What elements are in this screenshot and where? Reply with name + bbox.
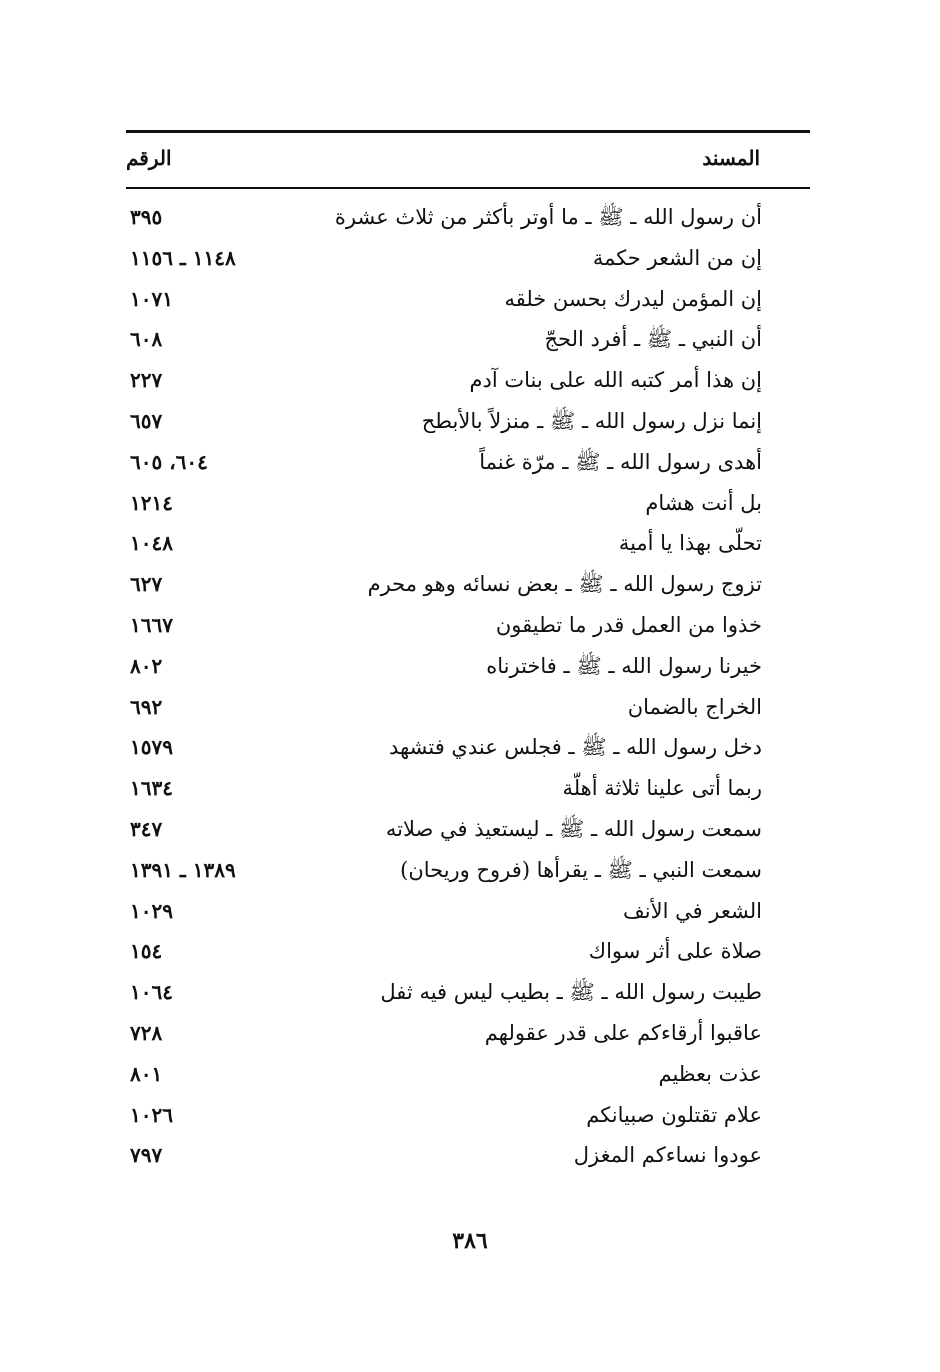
hadith-number: ٣٤٧ [130, 816, 163, 841]
index-row [126, 443, 810, 484]
index-row [126, 973, 810, 1014]
index-row [126, 932, 810, 973]
hadith-phrase: إنما نزل رسول الله ـ ﷺ ـ منزلاً بالأبطح [421, 408, 762, 433]
hadith-number: ١٠٤٨ [130, 531, 173, 556]
hadith-phrase: تحلّى بهذا يا أمية [618, 531, 762, 556]
hadith-phrase: إن المؤمن ليدرك بحسن خلقه [504, 286, 762, 311]
hadith-number: ٦٩٢ [130, 694, 163, 719]
hadith-phrase: خذوا من العمل قدر ما تطيقون [495, 612, 762, 637]
header-bottom-rule [126, 187, 810, 189]
hadith-phrase: عودوا نساءكم المغزل [573, 1143, 762, 1168]
index-row [126, 1096, 810, 1137]
index-row [126, 361, 810, 402]
hadith-number: ٢٢٧ [130, 368, 163, 393]
index-row [126, 280, 810, 321]
index-row [126, 320, 810, 361]
index-list [126, 198, 810, 1177]
hadith-number: ١٥٤ [130, 939, 163, 964]
hadith-phrase: سمعت النبي ـ ﷺ ـ يقرأها (فروح وريحان) [400, 857, 762, 882]
index-row [126, 239, 810, 280]
hadith-phrase: أن النبي ـ ﷺ ـ أفرد الحجّ [544, 327, 762, 352]
index-row [126, 484, 810, 525]
hadith-number: ٨٠٢ [130, 653, 163, 678]
index-row [126, 524, 810, 565]
index-row [126, 728, 810, 769]
hadith-phrase: الشعر في الأنف [623, 898, 762, 923]
hadith-phrase: خيرنا رسول الله ـ ﷺ ـ فاخترناه [486, 653, 762, 678]
hadith-number: ٧٩٧ [130, 1143, 163, 1168]
hadith-number: ١٠٦٤ [130, 980, 173, 1005]
index-row [126, 402, 810, 443]
hadith-phrase: علام تقتلون صبيانكم [586, 1102, 762, 1127]
index-row [126, 688, 810, 729]
index-row [126, 198, 810, 239]
column-header-number: الرقم [126, 146, 172, 170]
hadith-number: ٦٠٨ [130, 327, 163, 352]
hadith-phrase: طيبت رسول الله ـ ﷺ ـ بطيب ليس فيه ثفل [380, 980, 762, 1005]
hadith-number: ٦٢٧ [130, 572, 163, 597]
hadith-number: ١٠٧١ [130, 286, 173, 311]
hadith-phrase: أهدى رسول الله ـ ﷺ ـ مرّة غنماً [479, 449, 762, 474]
hadith-number: ١٥٧٩ [130, 735, 173, 760]
hadith-phrase: إن من الشعر حكمة [592, 245, 762, 270]
hadith-number: ١٦٦٧ [130, 612, 173, 637]
hadith-number: ٦٠٤، ٦٠٥ [130, 449, 208, 474]
hadith-number: ١٠٢٦ [130, 1102, 173, 1127]
hadith-phrase: عذت بعظيم [658, 1061, 762, 1086]
hadith-number: ١٠٢٩ [130, 898, 173, 923]
hadith-number: ١٢١٤ [130, 490, 173, 515]
page-number: ٣٨٦ [452, 1228, 488, 1254]
hadith-phrase: سمعت رسول الله ـ ﷺ ـ ليستعيذ في صلاته [385, 816, 762, 841]
index-row [126, 606, 810, 647]
index-row [126, 892, 810, 933]
hadith-phrase: تزوج رسول الله ـ ﷺ ـ بعض نسائه وهو محرم [367, 572, 762, 597]
table-top-rule [126, 130, 810, 133]
index-row [126, 1055, 810, 1096]
hadith-phrase: عاقبوا أرقاءكم على قدر عقولهم [484, 1020, 762, 1045]
index-row [126, 851, 810, 892]
hadith-number: ٦٥٧ [130, 408, 163, 433]
hadith-number: ١٦٣٤ [130, 776, 173, 801]
hadith-number: ٨٠١ [130, 1061, 163, 1086]
hadith-phrase: بل أنت هشام [645, 490, 762, 515]
hadith-number: ٣٩٥ [130, 205, 163, 229]
hadith-phrase: ربما أتى علينا ثلاثة أهلّة [562, 776, 762, 801]
index-row [126, 769, 810, 810]
hadith-phrase: الخراج بالضمان [627, 694, 762, 719]
hadith-phrase: صلاة على أثر سواك [588, 939, 762, 964]
index-row [126, 565, 810, 606]
hadith-phrase: دخل رسول الله ـ ﷺ ـ فجلس عندي فتشهد [388, 735, 762, 760]
hadith-phrase: إن هذا أمر كتبه الله على بنات آدم [469, 368, 762, 393]
hadith-number: ٧٢٨ [130, 1020, 163, 1045]
table-header [126, 136, 810, 182]
hadith-number: ١٣٨٩ ـ ١٣٩١ [130, 857, 236, 882]
column-header-musnad: المسند [702, 146, 760, 170]
index-row [126, 1136, 810, 1177]
index-row [126, 1014, 810, 1055]
hadith-phrase: أن رسول الله ـ ﷺ ـ ما أوتر بأكثر من ثلاث عشرة [334, 205, 762, 229]
index-row [126, 810, 810, 851]
hadith-number: ١١٤٨ ـ ١١٥٦ [130, 245, 236, 270]
index-row [126, 647, 810, 688]
